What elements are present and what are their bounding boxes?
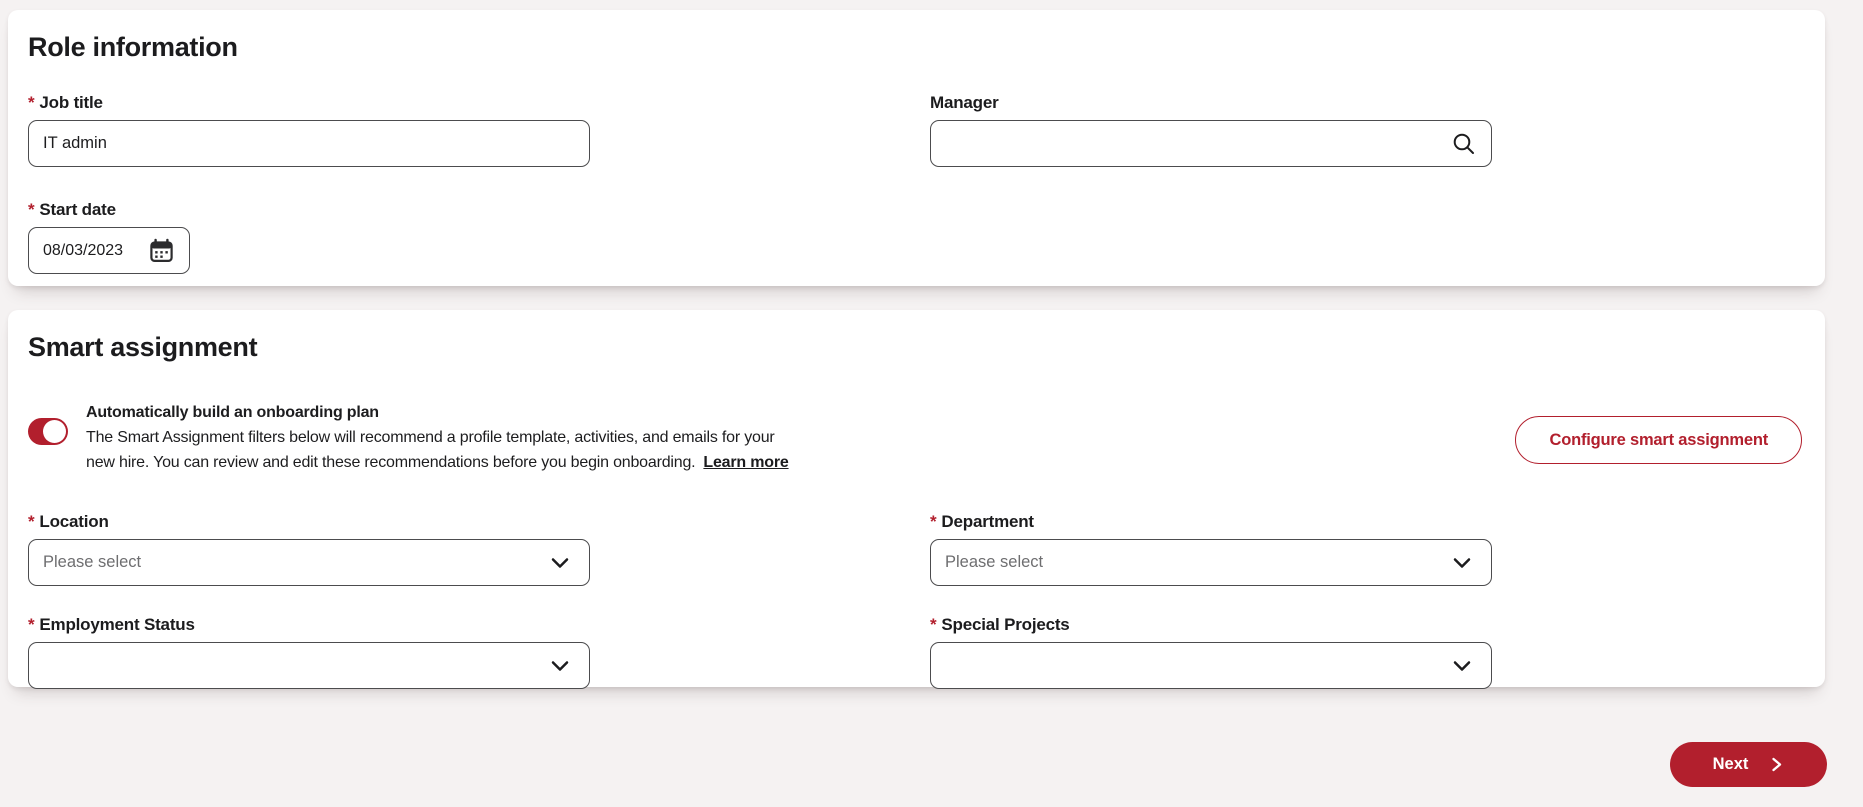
chevron-right-icon xyxy=(1769,757,1784,772)
special-projects-label: * Special Projects xyxy=(930,615,1070,634)
toggle-title: Automatically build an onboarding plan xyxy=(86,404,379,421)
calendar-icon[interactable] xyxy=(148,237,175,264)
start-date-label: * Start date xyxy=(28,200,116,219)
department-select[interactable] xyxy=(930,539,1492,586)
required-asterisk: * xyxy=(28,615,35,634)
toggle-knob xyxy=(43,420,66,443)
employment-status-select[interactable] xyxy=(28,642,590,689)
job-title-field xyxy=(28,93,590,167)
next-button[interactable] xyxy=(1670,742,1827,787)
required-asterisk: * xyxy=(28,200,35,219)
toggle-description-line2: new hire. You can review and edit these recommendations before you begin onboarding. Learn more xyxy=(86,454,789,471)
smart-assignment-title: Smart assignment xyxy=(28,332,258,362)
role-information-title: Role information xyxy=(28,32,238,62)
department-label: * Department xyxy=(930,512,1034,531)
location-select[interactable] xyxy=(28,539,590,586)
onboarding-plan-toggle[interactable] xyxy=(28,418,68,445)
learn-more-link[interactable]: Learn more xyxy=(703,454,789,471)
location-select-placeholder: Please select xyxy=(43,553,142,571)
chevron-down-icon xyxy=(548,654,572,678)
job-title-label: * Job title xyxy=(28,93,103,112)
required-asterisk: * xyxy=(930,615,937,634)
role-information-card xyxy=(8,10,1825,286)
required-asterisk: * xyxy=(28,93,35,112)
job-title-input[interactable] xyxy=(28,120,590,167)
toggle-description-line1: The Smart Assignment filters below will recommend a profile template, activities, and emails for your xyxy=(86,429,775,446)
chevron-down-icon xyxy=(1450,654,1474,678)
smart-assignment-card xyxy=(8,310,1825,687)
special-projects-field xyxy=(930,615,1492,689)
chevron-down-icon xyxy=(548,551,572,575)
start-date-field xyxy=(28,200,190,274)
configure-smart-assignment-button[interactable]: Configure smart assignment xyxy=(1515,416,1802,464)
manager-input[interactable] xyxy=(930,120,1492,167)
required-asterisk: * xyxy=(28,512,35,531)
department-select-placeholder: Please select xyxy=(945,553,1044,571)
search-icon[interactable] xyxy=(1451,131,1477,157)
location-field xyxy=(28,512,590,586)
location-label: * Location xyxy=(28,512,109,531)
employment-status-field xyxy=(28,615,590,689)
special-projects-select[interactable] xyxy=(930,642,1492,689)
required-asterisk: * xyxy=(930,512,937,531)
smart-assignment-fields xyxy=(28,512,1805,689)
chevron-down-icon xyxy=(1450,551,1474,575)
next-button-label: Next xyxy=(1712,755,1749,773)
manager-field xyxy=(930,93,1492,167)
smart-assignment-toggle-row xyxy=(28,400,1805,475)
employment-status-label: * Employment Status xyxy=(28,615,195,634)
toggle-text-block xyxy=(86,400,789,475)
manager-label: Manager xyxy=(930,93,999,112)
department-field xyxy=(930,512,1492,586)
